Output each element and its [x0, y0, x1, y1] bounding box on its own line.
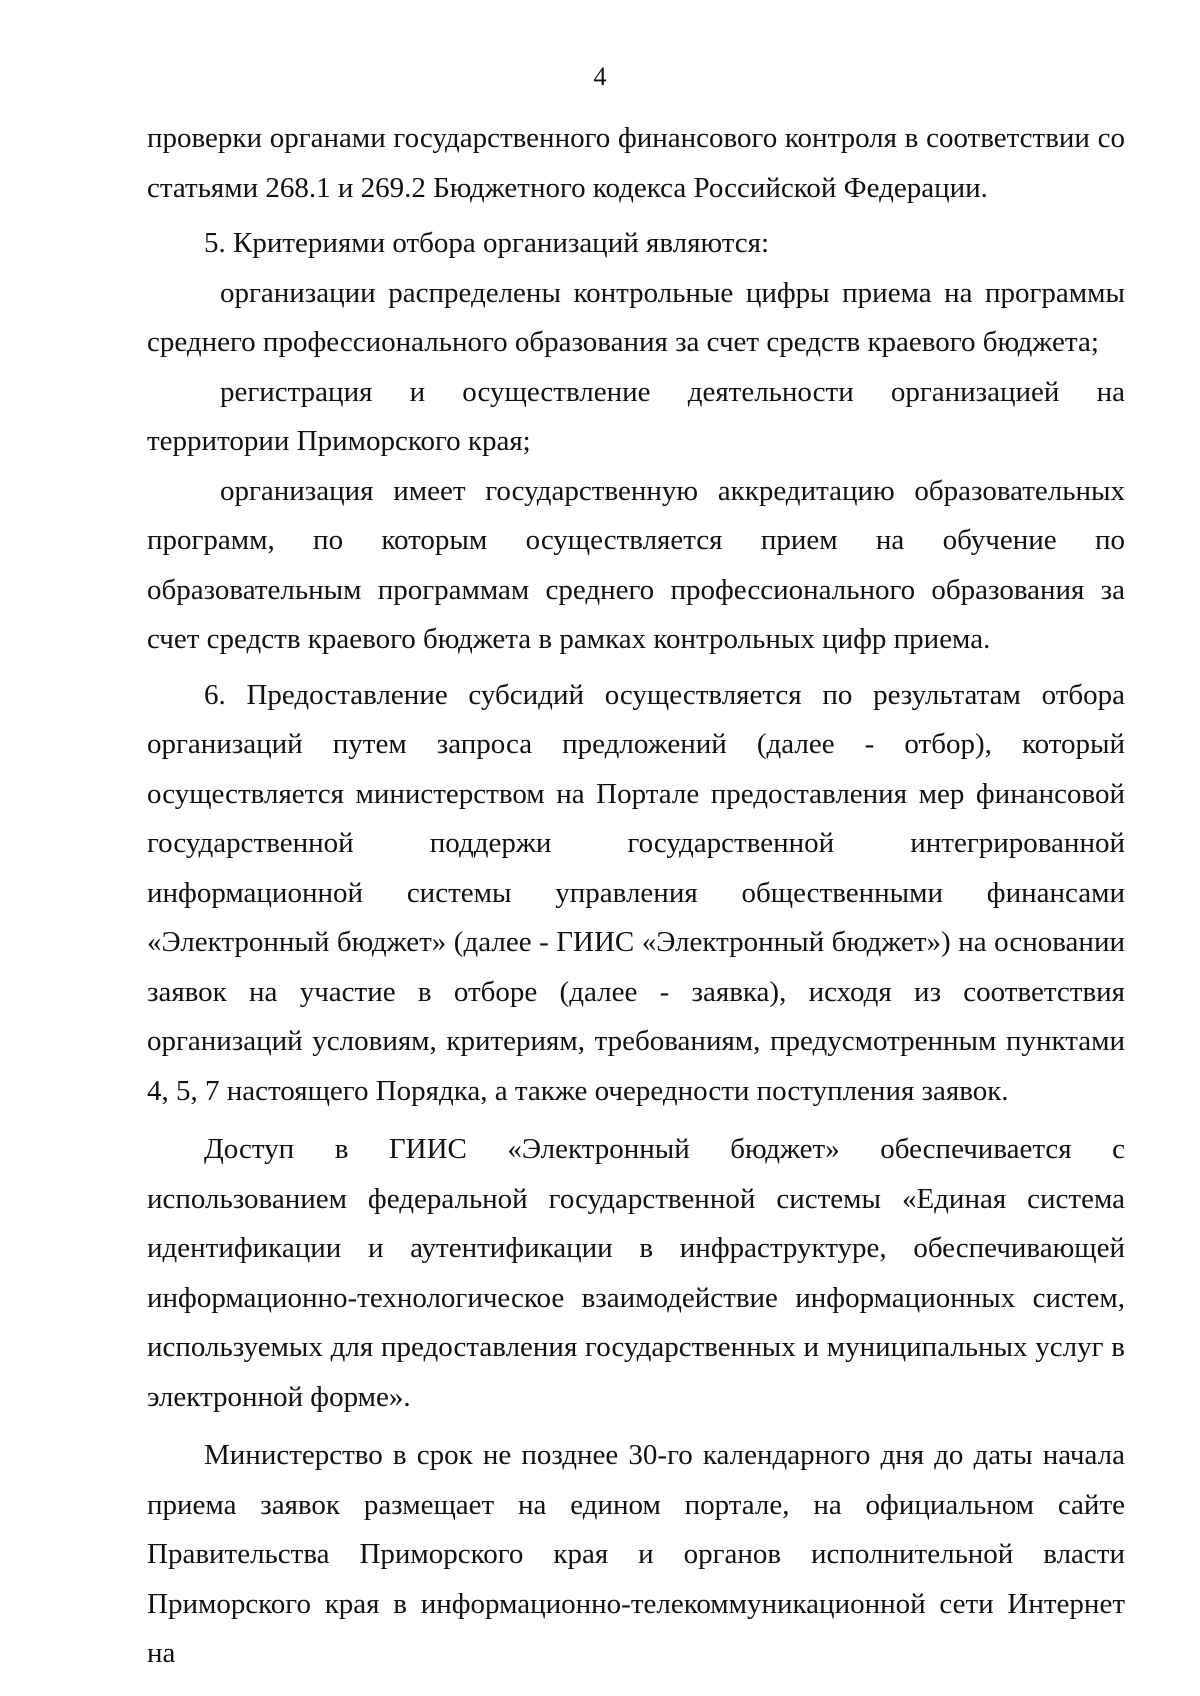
paragraph-criterion-1: организации распределены контрольные цифры приема на программы среднего профессионального образования за счет средств краевого бюджета;: [147, 276, 1125, 358]
paragraph-access: Доступ в ГИИС «Электронный бюджет» обеспечивается с использованием федеральной государственной системы «Единая система идентификации и аутентификации в инфраструктуре, обеспечивающей информационно-технологическое взаимодействие информационных систем, используемых для предоставления государственных и муниципальных услуг в электронной форме».: [147, 1133, 1125, 1413]
paragraph-ministry: Министерство в срок не позднее 30-го календарного дня до даты начала приема заявок размещает на едином портале, на официальном сайте Правительства Приморского края и органов исполнительной власти Приморского края в информационно-телекоммуникационной сети Интернет на: [147, 1439, 1125, 1669]
paragraph-criterion-3: организация имеет государственную аккредитацию образовательных программ, по которым осуществляется прием на обучение по образовательным программам среднего профессионального образования за счет средств краевого бюджета в рамках контрольных цифр приема.: [147, 474, 1125, 655]
paragraph-criterion-2: регистрация и осуществление деятельности организацией на территории Приморского края;: [147, 375, 1125, 457]
paragraph-item-6: 6. Предоставление субсидий осуществляется по результатам отбора организаций путем запроса предложений (далее - отбор), который осуществляется министерством на Портале предоставления мер финансовой государственной поддержи государственной интегрированной информационной системы управления общественными финансами «Электронный бюджет» (далее - ГИИС «Электронный бюджет») на основании заявок на участие в отборе (далее - заявка), исходя из соответствия организаций условиям, критериям, требованиям, предусмотренным пунктами 4, 5, 7 настоящего Порядка, а также очередности поступления заявок.: [147, 678, 1125, 1107]
page-number: 4: [593, 62, 607, 91]
document-body: [147, 114, 1125, 1679]
paragraph-criteria-heading: 5. Критериями отбора организаций являются:: [204, 227, 770, 259]
paragraph-continuation: проверки органами государственного финансового контроля в соответствии со статьями 268.1 и 269.2 Бюджетного кодекса Российской Федерации.: [147, 122, 1125, 204]
